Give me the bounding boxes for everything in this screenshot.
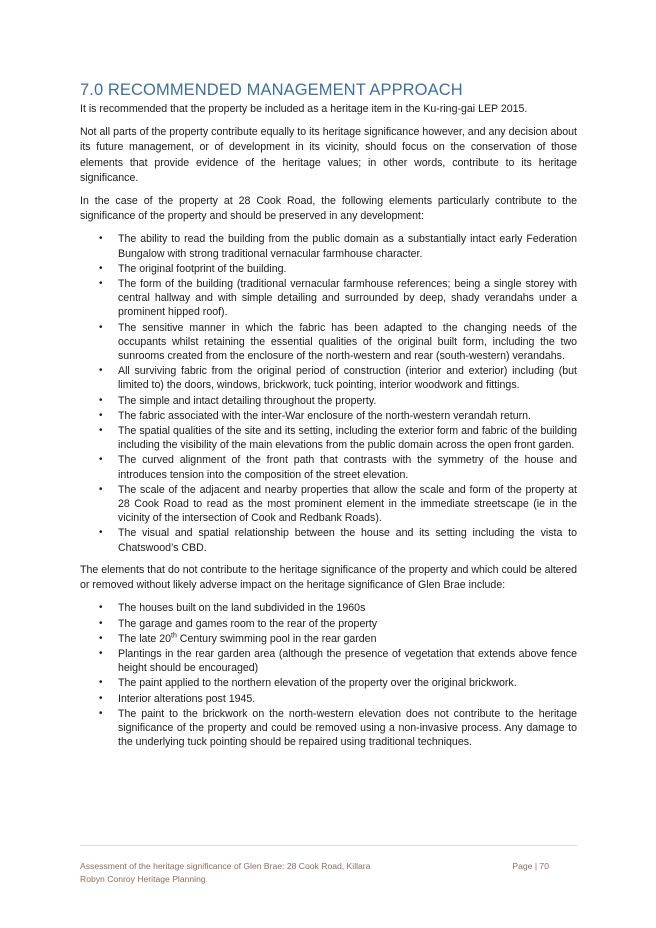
- bullet-icon: •: [99, 454, 103, 466]
- paragraph-contributing-intro: In the case of the property at 28 Cook Road, the following elements particularly contribute to the significance of the property and should be preserved in any development:: [80, 195, 577, 223]
- list-item-text: The houses built on the land subdivided in the 1960s: [118, 602, 366, 615]
- list-item: [80, 617, 577, 631]
- footer-document-title: Assessment of the heritage significance of Glen Brae: 28 Cook Road, Killara: [80, 861, 371, 871]
- bullet-icon: •: [99, 707, 103, 719]
- bullet-icon: •: [99, 409, 103, 421]
- page-number: Page | 70: [512, 861, 549, 871]
- list-item: [80, 321, 577, 364]
- bullet-icon: •: [99, 262, 103, 274]
- bullet-icon: •: [99, 233, 103, 245]
- list-item: [80, 232, 577, 260]
- list-item-text: Plantings in the rear garden area (although the presence of vegetation that extends above fence height should be encouraged): [118, 647, 577, 675]
- footer-author: Robyn Conroy Heritage Planning: [80, 873, 206, 884]
- list-item: [80, 632, 577, 646]
- page-footer: [80, 860, 577, 885]
- bullet-icon: •: [99, 425, 103, 437]
- list-item-text: The simple and intact detailing throughout the property.: [118, 394, 377, 407]
- bullet-icon: •: [99, 617, 103, 629]
- noncontributing-elements-list: [80, 601, 577, 749]
- list-item: [80, 277, 577, 320]
- footer-divider: [80, 845, 577, 846]
- bullet-icon: •: [99, 527, 103, 539]
- bullet-icon: •: [99, 602, 103, 614]
- list-item: [80, 526, 577, 554]
- list-item: [80, 647, 577, 675]
- paragraph-significance: Not all parts of the property contribute equally to its heritage significance however, and any decision about its future management, or of development in its vicinity, should focus on the conservation of those elements that provide evidence of the heritage values; in other words, contribute to its heritage significance.: [80, 126, 577, 184]
- list-item-text: The curved alignment of the front path that contrasts with the symmetry of the house and introduces tension into the composition of the street elevation.: [118, 454, 577, 481]
- superscript: th: [171, 632, 177, 640]
- bullet-icon: •: [99, 647, 103, 659]
- list-item-text: The original footprint of the building.: [118, 262, 287, 275]
- list-item-text: The spatial qualities of the site and its setting, including the exterior form and fabric of the building including the visibility of the main elevations from the public domain across the open front garden.: [118, 425, 577, 452]
- list-item: [80, 409, 577, 423]
- bullet-icon: •: [99, 677, 103, 689]
- list-item-text: [118, 633, 376, 645]
- list-item-text: The form of the building (traditional vernacular farmhouse references; being a single storey with central hallway and with simple detailing and surrounded by deep, shady verandahs under a prominent hipped roof).: [118, 278, 577, 319]
- list-item-text: The ability to read the building from the public domain as a substantially intact early Federation Bungalow with strong traditional vernacular farmhouse character.: [118, 233, 577, 260]
- list-item-text: The scale of the adjacent and nearby properties that allow the scale and form of the property at 28 Cook Road to read as the most prominent element in the immediate streetscape (ie in the vicinity of the intersection of Cook and Redbank Roads).: [118, 483, 577, 525]
- page-body: [80, 80, 577, 757]
- contributing-elements-list: [80, 232, 577, 554]
- paragraph-noncontributing-intro: The elements that do not contribute to the heritage significance of the property and which could be altered or removed without likely adverse impact on the heritage significance of Glen Brae include:: [80, 563, 577, 592]
- list-item-text: The garage and games room to the rear of the property: [118, 617, 378, 630]
- bullet-icon: •: [99, 365, 103, 377]
- bullet-icon: •: [99, 483, 103, 495]
- bullet-icon: •: [99, 278, 103, 290]
- list-item: [80, 424, 577, 452]
- list-item-text: The visual and spatial relationship between the house and its setting including the vista to Chatswood’s CBD.: [118, 527, 577, 554]
- list-item-text: The sensitive manner in which the fabric has been adapted to the changing needs of the occupants whilst retaining the essential qualities of the original built form, including the two sunrooms created from the enclosure of the north-western and rear (south-western) verandahs.: [118, 321, 577, 363]
- list-item-text-post: Century swimming pool in the rear garden: [176, 632, 377, 645]
- list-item: [80, 692, 577, 706]
- list-item-text: The fabric associated with the inter-War enclosure of the north-western verandah return.: [118, 409, 531, 422]
- list-item: [80, 676, 577, 690]
- list-item: [80, 394, 577, 408]
- list-item-text: The paint to the brickwork on the north-western elevation does not contribute to the heritage significance of the property and could be removed using a non-invasive process. Any damage to the underlying tuck pointing should be repaired using traditional techniques.: [118, 707, 577, 749]
- list-item: [80, 483, 577, 526]
- section-heading: 7.0 RECOMMENDED MANAGEMENT APPROACH: [80, 81, 463, 99]
- list-item-text: The paint applied to the northern elevation of the property over the original brickwork.: [118, 677, 517, 690]
- list-item: [80, 364, 577, 392]
- list-item-text: All surviving fabric from the original period of construction (interior and exterior) including (but limited to) the doors, windows, brickwork, tuck pointing, interior woodwork and fittings.: [118, 365, 577, 392]
- bullet-icon: •: [99, 632, 103, 644]
- list-item: [80, 601, 577, 615]
- bullet-icon: •: [99, 692, 103, 704]
- list-item-text: Interior alterations post 1945.: [118, 692, 256, 705]
- bullet-icon: •: [99, 394, 103, 406]
- bullet-icon: •: [99, 321, 103, 333]
- list-item-text-pre: The late 20: [118, 632, 172, 645]
- list-item: [80, 453, 577, 481]
- list-item: [80, 262, 577, 276]
- list-item: [80, 707, 577, 750]
- paragraph-recommendation: It is recommended that the property be included as a heritage item in the Ku-ring-gai LEP 2015.: [80, 103, 528, 115]
